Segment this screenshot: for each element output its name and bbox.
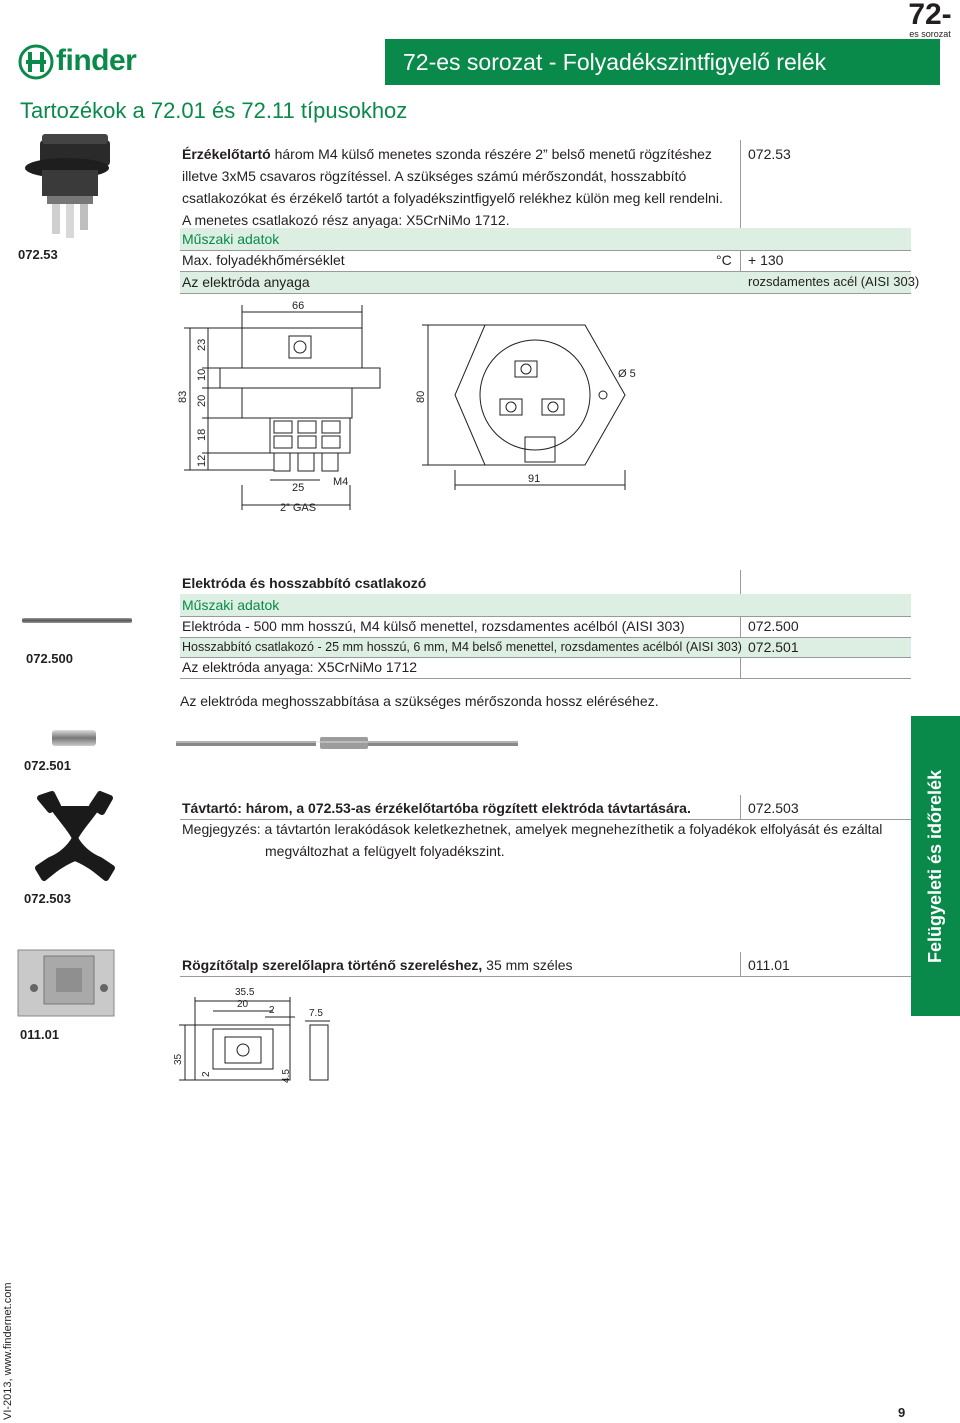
dim-80: 80 [415,390,427,403]
tech-header-2: Műszaki adatok [182,597,280,613]
material-label: Az elektróda anyaga [182,274,310,290]
dim-gas: 2” GAS [280,502,317,514]
temp-label: Max. folyadékhőmérséklet [182,252,345,268]
divider [180,678,911,679]
block-072503-title: Távtartó: három, a 072.53-as érzékelőtartóba rögzített elektróda távtartására. [182,800,691,816]
dim-20: 20 [196,394,208,407]
block-01101-title: Rögzítőtalp szerelőlapra történő szereléshez, [182,957,483,973]
spacer-image [30,788,120,884]
image-label-072501: 072.501 [24,758,71,773]
block-07253-line4: A menetes csatlakozó rész anyaga: X5CrNiMo 1712. [182,212,510,228]
sensor-holder-image [22,130,122,245]
dim-2b: 2 [201,1071,212,1077]
divider [180,293,911,294]
series-sub: es sorozat [909,29,951,39]
extension-row-code: 072.501 [748,639,799,655]
finder-logo-icon [18,44,54,80]
block-01101-title-line [182,954,573,976]
dim-83: 83 [177,390,189,403]
technical-drawing-01101 [165,985,365,1090]
dim-18: 18 [196,428,208,441]
image-label-07253: 072.53 [18,247,58,262]
divider [740,570,741,678]
tech-header-row [180,228,911,250]
dim-75: 7.5 [309,1008,323,1019]
block-07253-title-rest: három M4 külső menetes szonda részére 2” belső menetű rögzítéshez [270,146,712,162]
technical-drawing-07253 [170,295,670,520]
extension-connector-image [52,730,96,746]
image-label-072500: 072.500 [26,651,73,666]
block-072503-code: 072.503 [748,800,799,816]
temp-value: + 130 [748,252,784,268]
electrode-row-text: Elektróda - 500 mm hosszú, M4 külső menettel, rozsdamentes acélból (AISI 303) [182,618,685,634]
dim-66: 66 [292,300,305,312]
block-07253-line3: csatlakozókat és érzékelő tartót a folyadékszintfigyelő relékhez külön meg kell rendelni. [182,190,723,206]
dim-25: 25 [292,482,305,494]
divider [740,795,741,820]
electrode-extension-image [170,728,520,758]
tech-header: Műszaki adatok [182,231,280,247]
image-label-072503: 072.503 [24,891,71,906]
block-01101-code: 011.01 [748,957,790,973]
side-category-label: Felügyeleti és időrelék [925,769,945,963]
material-value: rozsdamentes acél (AISI 303) [748,274,920,289]
tech-header-row-2 [180,594,911,616]
dim-355: 35.5 [235,987,255,998]
block-01101-title-rest: 35 mm széles [482,957,573,973]
page-number: 9 [898,1405,906,1420]
logo-text: finder [56,44,137,77]
dim-m4: M4 [333,476,349,488]
divider [180,976,911,977]
extension-row-text: Hosszabbító csatlakozó - 25 mm hosszú, 6 mm, M4 belső menettel, rozsdamentes acélból (AISI 303) [182,640,742,654]
image-label-01101: 011.01 [20,1027,60,1042]
electrode-row-code: 072.500 [748,618,799,634]
dim-23: 23 [196,338,208,351]
dim-20b: 20 [237,999,249,1010]
page-title: 72-es sorozat - Folyadékszintfigyelő relék [385,39,940,85]
electrode-image [22,618,132,623]
dim-diam5: Ø 5 [618,368,636,380]
block-07253-line2: illetve 3xM5 csavaros rögzítéssel. A szükséges számú mérőszondát, hosszabbító [182,168,687,184]
mounting-base-image [16,948,116,1018]
temp-unit: °C [716,252,732,268]
block-072503-note-2: megváltozhat a felügyelt folyadékszint. [265,843,505,859]
electrode-material: Az elektróda anyaga: X5CrNiMo 1712 [182,659,418,675]
dim-12: 12 [196,454,208,467]
section-title: Tartozékok a 72.01 és 72.11 típusokhoz [20,98,408,123]
dim-10: 10 [196,368,208,381]
block-07253-code: 072.53 [748,146,791,162]
series-badge [900,0,960,38]
dim-91: 91 [528,473,541,485]
electrode-note: Az elektróda meghosszabbítása a szükséges mérőszonda hossz eléréséhez. [180,693,659,709]
footer-left: VI-2013, www.findernet.com [2,1282,14,1420]
series-number: 72- [908,0,952,31]
dim-35: 35 [173,1053,184,1065]
block-072500-title: Elektróda és hosszabbító csatlakozó [182,575,427,591]
dim-2a: 2 [269,1005,275,1016]
dim-45: 4.5 [281,1069,292,1083]
block-07253-line1 [182,143,712,165]
divider [740,952,741,977]
block-07253-title: Érzékelőtartó [182,146,271,162]
block-072503-note-1: Megjegyzés: a távtartón lerakódások keletkezhetnek, amelyek megnehezíthetik a folyadékok elfolyását és ezáltal [182,821,883,837]
